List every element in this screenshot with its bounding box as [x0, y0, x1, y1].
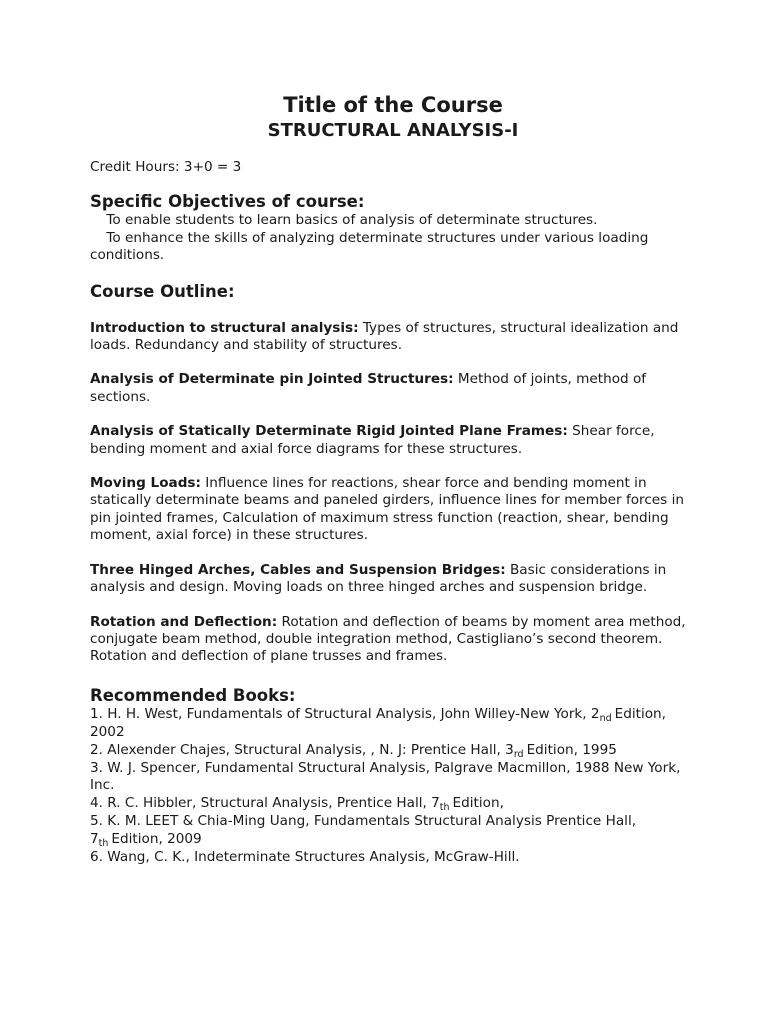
- objective-text: To enable students to learn basics of analysis of determinate structures.: [106, 212, 598, 229]
- section-body: Method of joints, method of sections.: [90, 371, 647, 405]
- book-item: [90, 742, 690, 760]
- outline-section: [90, 475, 690, 545]
- outline-section: [90, 614, 690, 666]
- books-heading: Recommended Books:: [90, 685, 296, 705]
- outline-section: [90, 371, 690, 406]
- section-heading: Rotation and Deflection:: [90, 613, 278, 630]
- book-edition: Edition, 1995: [526, 741, 617, 758]
- section-heading: Analysis of Statically Determinate Rigid Jointed Plane Frames:: [90, 423, 568, 440]
- section-body: Shear force, bending moment and axial force diagrams for these structures.: [90, 423, 655, 457]
- book-item: [90, 849, 690, 866]
- book-item: [90, 795, 690, 813]
- section-heading: Analysis of Determinate pin Jointed Structures:: [90, 371, 454, 388]
- book-ordinal: th: [98, 837, 109, 849]
- book-ordinal: nd: [599, 712, 612, 724]
- book-edition: Edition, 2009: [111, 830, 202, 847]
- section-body: Basic considerations in analysis and design. Moving loads on three hinged arches and suspension bridge.: [90, 561, 667, 596]
- section-body: Influence lines for reactions, shear force and bending moment in statically determinate beams and paneled girders, influence lines for member forces in pin jointed frames, Calculation of maximum stress function (reaction, shear, bending moment, axial force) in these structures.: [90, 475, 684, 544]
- book-ordinal: rd: [513, 748, 524, 760]
- objective-item: [90, 212, 690, 229]
- book-text: 5. K. M. LEET & Chia-Ming Uang, Fundamentals Structural Analysis Prentice Hall, 7: [90, 813, 637, 847]
- outline-section: [90, 562, 690, 597]
- book-text: 1. H. H. West, Fundamentals of Structural Analysis, John Willey-New York, 2: [90, 705, 600, 722]
- outline-section: [90, 423, 690, 458]
- book-edition: Edition, 2002: [90, 705, 666, 741]
- credit-hours: Credit Hours: 3+0 = 3: [90, 159, 242, 175]
- book-text: 2. Alexender Chajes, Structural Analysis, , N. J: Prentice Hall, 3: [90, 741, 514, 758]
- book-text: 3. W. J. Spencer, Fundamental Structural Analysis, Palgrave Macmillon, 1988 New York, Inc.: [90, 759, 681, 794]
- objective-text: To enhance the skills of analyzing determinate structures under various loading conditions.: [90, 229, 649, 264]
- outline-section: [90, 320, 690, 355]
- book-edition: Edition,: [452, 794, 504, 811]
- book-ordinal: th: [439, 801, 450, 813]
- book-item: [90, 813, 690, 849]
- section-heading: Introduction to structural analysis:: [90, 319, 359, 336]
- document-body: [90, 92, 690, 866]
- objective-item: [90, 230, 690, 265]
- book-text: 4. R. C. Hibbler, Structural Analysis, Prentice Hall, 7: [90, 794, 440, 811]
- course-name: STRUCTURAL ANALYSIS-I: [267, 120, 519, 141]
- page-title: Title of the Course: [283, 93, 503, 117]
- section-body: Rotation and deflection of beams by moment area method, conjugate beam method, double integration method, Castigliano’s second theorem. Rotation and deflection of plane trusses and frames.: [90, 613, 686, 665]
- book-item: [90, 760, 690, 795]
- outline-heading: Course Outline:: [90, 281, 235, 301]
- section-heading: Three Hinged Arches, Cables and Suspension Bridges:: [90, 561, 506, 578]
- book-item: [90, 706, 690, 742]
- section-body: Types of structures, structural idealization and loads. Redundancy and stability of structures.: [90, 319, 679, 354]
- book-text: 6. Wang, C. K., Indeterminate Structures Analysis, McGraw-Hill.: [90, 848, 520, 865]
- objectives-heading: Specific Objectives of course:: [90, 192, 365, 212]
- section-heading: Moving Loads:: [90, 475, 201, 492]
